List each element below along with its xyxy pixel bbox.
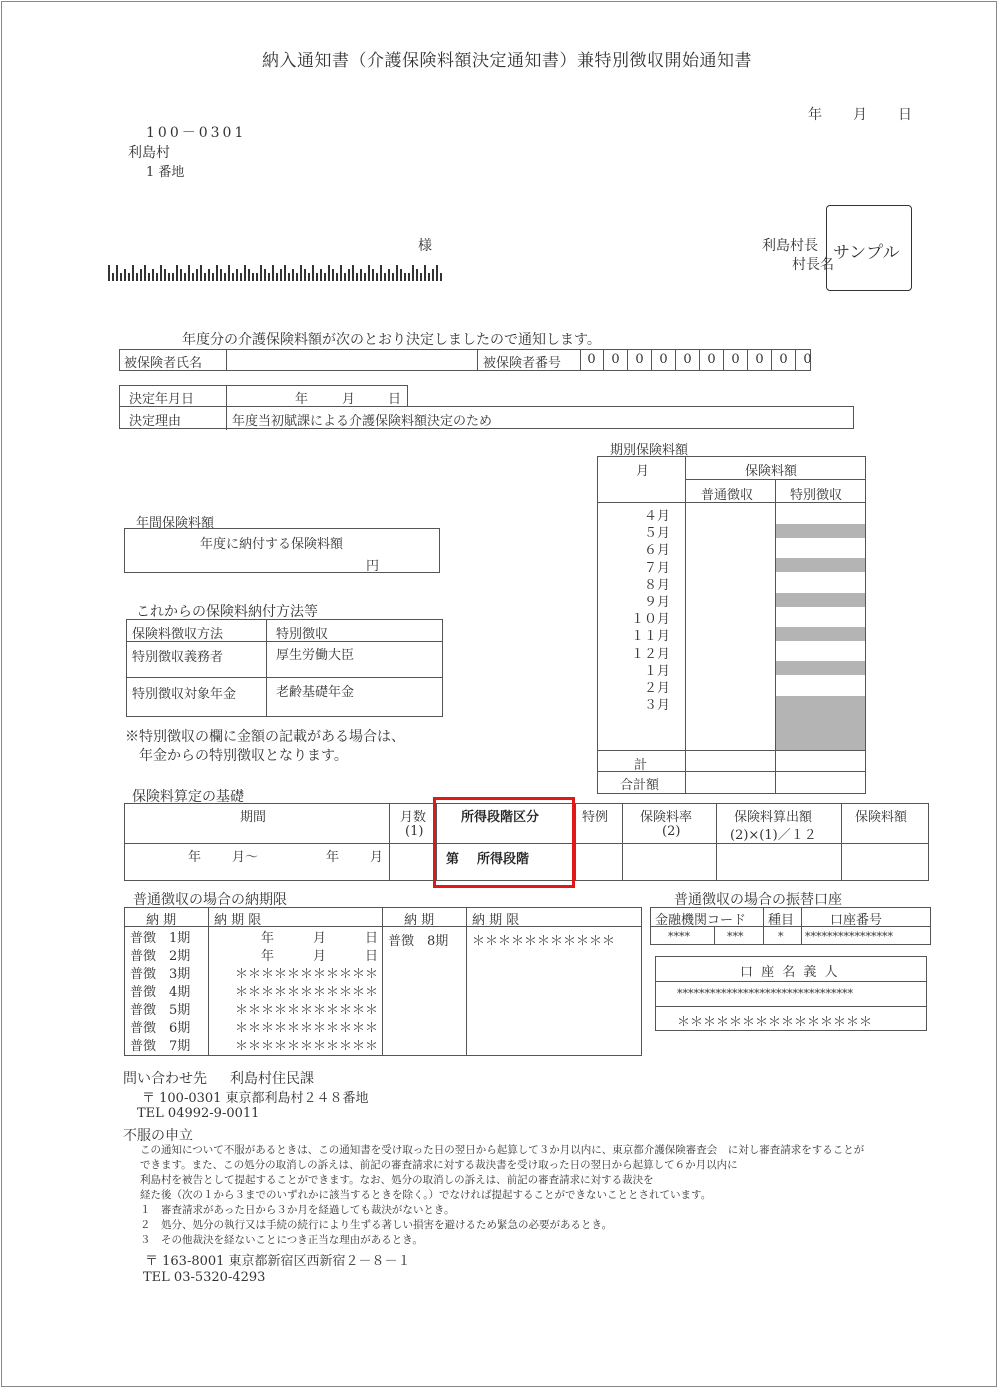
bank-col-type: 種目: [768, 913, 795, 928]
barcode-bar: [124, 269, 126, 281]
barcode-bar: [332, 269, 334, 281]
deadline-date: ＊＊＊＊＊＊＊＊＊＊＊: [234, 985, 378, 1000]
document-title: 納入通知書（介護保険料額決定通知書）兼特別徴収開始通知書: [262, 51, 752, 71]
barcode-bar: [272, 265, 274, 281]
barcode-bar: [320, 269, 322, 281]
insured-digit: 0: [724, 349, 748, 371]
basis-income-prefix: 第: [446, 852, 460, 867]
period-grand-total-label: 合計額: [620, 778, 660, 793]
period-month: ６月: [643, 543, 670, 559]
special-shade: [776, 558, 865, 572]
barcode-bar: [172, 273, 174, 281]
insured-digit: 0: [676, 349, 700, 371]
holder-label: 口 座 名 義 人: [740, 965, 840, 980]
barcode-bar: [300, 265, 302, 281]
basis-month-1: 月～: [232, 850, 259, 865]
method-row-3-label: 特別徴収対象年金: [132, 687, 237, 702]
barcode-bar: [404, 273, 406, 281]
barcode-bar: [200, 265, 202, 281]
barcode-bar: [304, 269, 306, 281]
barcode-bar: [408, 273, 410, 281]
method-row-1-label: 保険料徴収方法: [132, 627, 224, 642]
appeal-line: １ 審査請求があった日から３か月を経過しても裁決がないとき。: [140, 1204, 455, 1216]
basis-col-rate-sub: (2): [662, 824, 681, 839]
barcode-bar: [416, 269, 418, 281]
barcode-bar: [396, 265, 398, 281]
date-year: 年: [808, 107, 822, 123]
method-row-3-value: 老齢基礎年金: [276, 685, 355, 700]
barcode-bar: [164, 269, 166, 281]
basis-col-rate: 保険料率: [640, 810, 693, 825]
barcode-bar: [384, 273, 386, 281]
deadlines-col-term-right: 納 期: [404, 913, 435, 928]
contact-address: 〒 100-0301 東京都利島村２４８番地: [142, 1091, 369, 1106]
basis-col-special: 特例: [582, 810, 609, 825]
deadline-date: ＊＊＊＊＊＊＊＊＊＊＊: [234, 1021, 378, 1036]
contact-label: 問い合わせ先: [123, 1071, 207, 1087]
method-row-2-value: 厚生労働大臣: [276, 648, 355, 663]
barcode-bar: [308, 273, 310, 281]
appeal-line: この通知について不服があるときは、この通知書を受け取った日の翌日から起算して３か月以内に、東京都介護保険審査会 に対し審査請求をすることが: [140, 1144, 865, 1156]
date-day: 日: [898, 107, 912, 123]
deadline-terms: [130, 930, 190, 1056]
method-row-2-label: 特別徴収義務者: [132, 650, 224, 665]
barcode-bar: [344, 273, 346, 281]
period-month: ９月: [643, 595, 670, 611]
deadline-date: ＊＊＊＊＊＊＊＊＊＊＊: [234, 1039, 378, 1054]
period-months: [600, 508, 670, 714]
holder-value-2: ＊＊＊＊＊＊＊＊＊＊＊＊＊＊＊: [677, 1015, 873, 1030]
deadline-term: 普徴 3期: [130, 967, 191, 982]
basis-heading: 保険料算定の基礎: [132, 789, 244, 805]
basis-year-1: 年: [188, 850, 202, 865]
barcode-bar: [412, 265, 414, 281]
insured-digit: 0: [700, 349, 724, 371]
special-shade: [776, 524, 865, 538]
barcode-bar: [288, 273, 290, 281]
insured-digit: 0: [652, 349, 676, 371]
decision-date-label: 決定年月日: [129, 392, 195, 407]
contact-office: 利島村住民課: [230, 1071, 314, 1087]
deadline-term-right: 普徴 8期: [388, 934, 449, 949]
barcode-bar: [352, 265, 354, 281]
period-total-label: 計: [634, 758, 648, 773]
sender-name: 村長名: [792, 257, 834, 273]
basis-col-months-sub: (1): [405, 824, 424, 839]
period-month: １月: [643, 663, 670, 679]
method-heading: これからの保険料納付方法等: [136, 604, 318, 620]
deadline-date: ＊＊＊＊＊＊＊＊＊＊＊: [234, 1003, 378, 1018]
period-month: １２月: [630, 646, 670, 662]
barcode-bar: [260, 265, 262, 281]
barcode-bar: [420, 273, 422, 281]
barcode-bar: [388, 269, 390, 281]
basis-col-premium: 保険料額: [855, 810, 908, 825]
bank-type: ***: [727, 930, 744, 943]
seal-text: サンプル: [833, 243, 900, 263]
barcode-bar: [160, 265, 162, 281]
honorific: 様: [418, 238, 432, 254]
deadline-term: 普徴 1期: [130, 931, 191, 946]
barcode-bar: [140, 269, 142, 281]
period-month: ４月: [643, 509, 670, 524]
basis-col-income: 所得段階区分: [461, 810, 540, 825]
barcode-bar: [392, 273, 394, 281]
barcode-bar: [244, 265, 246, 281]
decision-reason: 年度当初賦課による介護保険料額決定のため: [232, 414, 493, 429]
bank-code: ****: [668, 930, 690, 943]
barcode-bar: [328, 265, 330, 281]
period-month: １０月: [630, 612, 670, 628]
insured-digit: 0: [580, 349, 604, 371]
postal-code: 100－0301: [146, 125, 247, 141]
barcode-bar: [280, 269, 282, 281]
special-shade: [776, 627, 865, 641]
barcode-bar: [132, 265, 134, 281]
insured-number-label: 被保険者番号: [483, 356, 562, 371]
barcode-bar: [324, 273, 326, 281]
barcode-bar: [380, 265, 382, 281]
deadline-date: ＊＊＊＊＊＊＊＊＊＊＊: [234, 967, 378, 982]
bank-col-number: 口座番号: [830, 913, 883, 928]
barcode-bar: [188, 265, 190, 281]
barcode-bar: [228, 265, 230, 281]
barcode-bar: [284, 265, 286, 281]
address-village: 利島村: [128, 145, 170, 161]
insured-digit: 0: [604, 349, 628, 371]
period-col-amount: 保険料額: [745, 464, 798, 479]
barcode-bar: [196, 269, 198, 281]
barcode-bar: [296, 273, 298, 281]
decision-day: 日: [388, 392, 402, 407]
barcode-bar: [316, 273, 318, 281]
period-month: ２月: [643, 681, 670, 697]
barcode-bar: [276, 273, 278, 281]
deadline-term: 普徴 6期: [130, 1021, 191, 1036]
method-row-1-value: 特別徴収: [276, 627, 329, 642]
deadline-date: 年 月 日: [260, 949, 378, 964]
appeal-line: 経た後（次の１から３までのいずれかに該当するときを除く。）でなければ提起することができないこととされています。: [140, 1189, 712, 1201]
barcode-bar: [192, 273, 194, 281]
barcode-bar: [248, 269, 250, 281]
basis-month-2: 月: [370, 850, 384, 865]
deadlines-col-term: 納 期: [146, 913, 177, 928]
barcode-bar: [116, 265, 118, 281]
method-note-1: ※特別徴収の欄に金額の記載がある場合は、: [125, 729, 405, 745]
period-col-normal: 普通徴収: [701, 488, 754, 503]
barcode-bar: [360, 269, 362, 281]
barcode-bar: [108, 265, 110, 281]
barcode-bar: [256, 273, 258, 281]
appeal-address: 〒 163-8001 東京都新宿区西新宿２－８－１: [145, 1254, 411, 1269]
deadline-date-right: ＊＊＊＊＊＊＊＊＊＊＊: [472, 934, 616, 949]
decision-year: 年: [295, 392, 309, 407]
barcode-bar: [368, 265, 370, 281]
deadlines-col-deadline: 納 期 限: [214, 913, 262, 928]
barcode-bar: [340, 265, 342, 281]
barcode-bar: [120, 273, 122, 281]
customer-barcode: [108, 262, 446, 278]
period-heading: 期別保険料額: [610, 443, 689, 458]
barcode-bar: [156, 273, 158, 281]
deadline-term: 普徴 4期: [130, 985, 191, 1000]
deadline-term: 普徴 7期: [130, 1039, 191, 1054]
bank-heading: 普通徴収の場合の振替口座: [674, 892, 842, 908]
basis-year-2: 年: [326, 850, 340, 865]
annual-heading: 年間保険料額: [136, 516, 215, 531]
holder-value-1: ********************************: [677, 987, 853, 1000]
special-shade: [776, 696, 865, 750]
basis-col-calc-sub: (2)×(1)／１２: [730, 828, 817, 843]
barcode-bar: [348, 269, 350, 281]
annual-label: 年度に納付する保険料額: [200, 537, 344, 552]
decision-month: 月: [342, 392, 356, 407]
barcode-bar: [372, 269, 374, 281]
barcode-bar: [364, 273, 366, 281]
contact-tel: TEL 04992-9-0011: [137, 1106, 260, 1121]
intro-text: 年度分の介護保険料額が次のとおり決定しましたので通知します。: [182, 332, 601, 348]
insured-number-digits: [580, 349, 819, 371]
income-bracket-highlight: [433, 797, 575, 888]
deadline-dates: [214, 930, 378, 1056]
bank-mark: *: [778, 930, 784, 943]
barcode-bar: [176, 265, 178, 281]
sender-title: 利島村長: [762, 238, 818, 254]
basis-col-period: 期間: [240, 810, 267, 825]
barcode-bar: [428, 273, 430, 281]
barcode-bar: [400, 269, 402, 281]
barcode-bar: [224, 273, 226, 281]
deadline-term: 普徴 2期: [130, 949, 191, 964]
barcode-bar: [376, 273, 378, 281]
barcode-bar: [204, 273, 206, 281]
barcode-bar: [136, 273, 138, 281]
barcode-bar: [148, 273, 150, 281]
barcode-bar: [312, 265, 314, 281]
period-month: ３月: [643, 698, 670, 714]
insured-digit: 0: [803, 352, 812, 367]
period-month: １１月: [630, 629, 670, 645]
barcode-bar: [216, 265, 218, 281]
special-shade: [776, 661, 865, 675]
deadlines-col-deadline-right: 納 期 限: [472, 913, 520, 928]
basis-col-months: 月数: [400, 810, 427, 825]
address-lot: 1 番地: [146, 165, 185, 180]
deadline-date: 年 月 日: [260, 931, 378, 946]
barcode-bar: [112, 273, 114, 281]
insured-digit: 0: [772, 349, 796, 371]
barcode-bar: [268, 273, 270, 281]
bank-col-code: 金融機関コード: [655, 913, 747, 928]
period-col-month: 月: [636, 464, 650, 479]
barcode-bar: [208, 269, 210, 281]
basis-col-calc: 保険料算出額: [734, 810, 813, 825]
barcode-bar: [180, 269, 182, 281]
appeal-line: ３ その他裁決を経ないことにつき正当な理由があるとき。: [140, 1234, 423, 1246]
deadlines-heading: 普通徴収の場合の納期限: [133, 892, 287, 908]
barcode-bar: [252, 273, 254, 281]
barcode-bar: [152, 269, 154, 281]
barcode-bar: [356, 273, 358, 281]
insured-name-label: 被保険者氏名: [124, 356, 203, 371]
deadline-term: 普徴 5期: [130, 1003, 191, 1018]
barcode-bar: [168, 273, 170, 281]
decision-reason-label: 決定理由: [129, 414, 182, 429]
barcode-bar: [264, 269, 266, 281]
barcode-bar: [440, 273, 442, 281]
barcode-bar: [212, 273, 214, 281]
barcode-bar: [220, 269, 222, 281]
bank-number: ****************: [805, 930, 893, 943]
barcode-bar: [184, 273, 186, 281]
barcode-bar: [128, 273, 130, 281]
period-month: ７月: [643, 560, 670, 576]
method-note-2: 年金からの特別徴収となります。: [139, 748, 348, 764]
barcode-bar: [240, 273, 242, 281]
barcode-bar: [432, 269, 434, 281]
period-month: ５月: [643, 526, 670, 542]
insured-digit: 0: [628, 349, 652, 371]
annual-unit: 円: [366, 559, 380, 574]
barcode-bar: [232, 273, 234, 281]
barcode-bar: [236, 269, 238, 281]
barcode-bar: [436, 265, 438, 281]
special-shade: [776, 593, 865, 607]
appeal-tel: TEL 03-5320-4293: [143, 1270, 266, 1285]
barcode-bar: [292, 269, 294, 281]
appeal-text: [140, 1143, 864, 1248]
barcode-bar: [144, 265, 146, 281]
period-col-special: 特別徴収: [790, 488, 843, 503]
barcode-bar: [336, 273, 338, 281]
appeal-line: 利島村を被告として提起することができます。なお、処分の取消しの訴えは、前記の審査請求に対する裁決を: [140, 1174, 654, 1186]
appeal-line: ２ 処分、処分の執行又は手続の続行により生ずる著しい損害を避けるため緊急の必要があるとき。: [140, 1219, 613, 1231]
period-month: ８月: [643, 577, 670, 593]
appeal-heading: 不服の申立: [123, 1128, 193, 1144]
insured-digit: 0: [748, 349, 772, 371]
barcode-bar: [424, 265, 426, 281]
date-month: 月: [853, 107, 867, 123]
appeal-line: できます。また、この処分の取消しの訴えは、前記の審査請求に対する裁決書を受け取った日の翌日から起算して６か月以内に: [140, 1159, 738, 1171]
basis-income-suffix: 所得段階: [477, 852, 530, 867]
